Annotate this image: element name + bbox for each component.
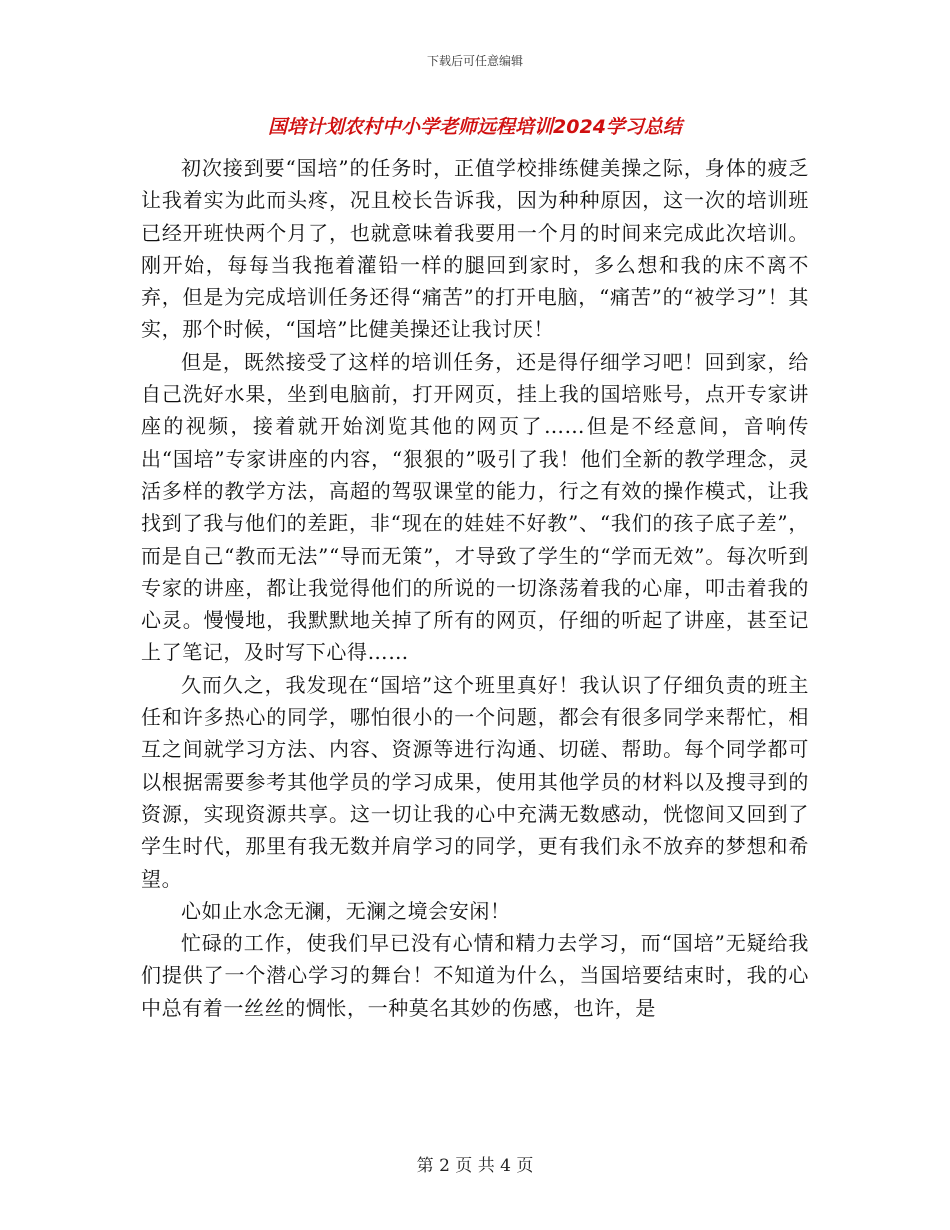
paragraph-5: 忙碌的工作，使我们早已没有心情和精力去学习，而“国培”无疑给我们提供了一个潜心学习的舞台！不知道为什么，当国培要结束时，我的心中总有着一丝丝的惆怅，一种莫名其妙的伤感，也许，是 — [141, 931, 809, 1020]
paragraph-1: 初次接到要“国培”的任务时，正值学校排练健美操之际，身体的疲乏让我着实为此而头疼，况且校长告诉我，因为种种原因，这一次的培训班已经开班快两个月了，也就意味着我要用一个月的时间来完成此次培训。刚开始，每每当我拖着灌铅一样的腿回到家时，多么想和我的床不离不弃，但是为完成培训任务还得“痛苦”的打开电脑，“痛苦”的“被学习”！其实，那个时候，“国培”比健美操还让我讨厌！ — [141, 156, 809, 342]
page-header-note: 下载后可任意编辑 — [426, 54, 523, 68]
paragraph-2: 但是，既然接受了这样的培训任务，还是得仔细学习吧！回到家，给自己洗好水果，坐到电脑前，打开网页，挂上我的国培账号，点开专家讲座的视频，接着就开始浏览其他的网页了……但是不经意间，音响传出“国培”专家讲座的内容，“狠狠的”吸引了我！他们全新的教学理念，灵活多样的教学方法，高超的驾驭课堂的能力，行之有效的操作模式，让我找到了我与他们的差距，非“现在的娃娃不好教”、“我们的孩子底子差”，而是自己“教而无法”“导而无策”，才导致了学生的“学而无效”。每次听到专家的讲座，都让我觉得他们的所说的一切涤荡着我的心扉，叩击着我的心灵。慢慢地，我默默地关掉了所有的网页，仔细的听起了讲座，甚至记上了笔记，及时写下心得…… — [141, 349, 809, 665]
paragraph-3: 久而久之，我发现在“国培”这个班里真好！我认识了仔细负责的班主任和许多热心的同学，哪怕很小的一个问题，都会有很多同学来帮忙，相互之间就学习方法、内容、资源等进行沟通、切磋、帮助。每个同学都可以根据需要参考其他学员的学习成果，使用其他学员的材料以及搜寻到的资源，实现资源共享。这一切让我的心中充满无数感动，恍惚间又回到了学生时代，那里有我无数并肩学习的同学，更有我们永不放弃的梦想和希望。 — [141, 672, 809, 891]
paragraph-4: 心如止水念无澜，无澜之境会安闲！ — [181, 898, 511, 923]
document-title: 国培计划农村中小学老师远程培训2024学习总结 — [268, 116, 682, 138]
document-body — [141, 152, 809, 1024]
page-number-footer: 第 2 页 共 4 页 — [416, 1156, 534, 1176]
